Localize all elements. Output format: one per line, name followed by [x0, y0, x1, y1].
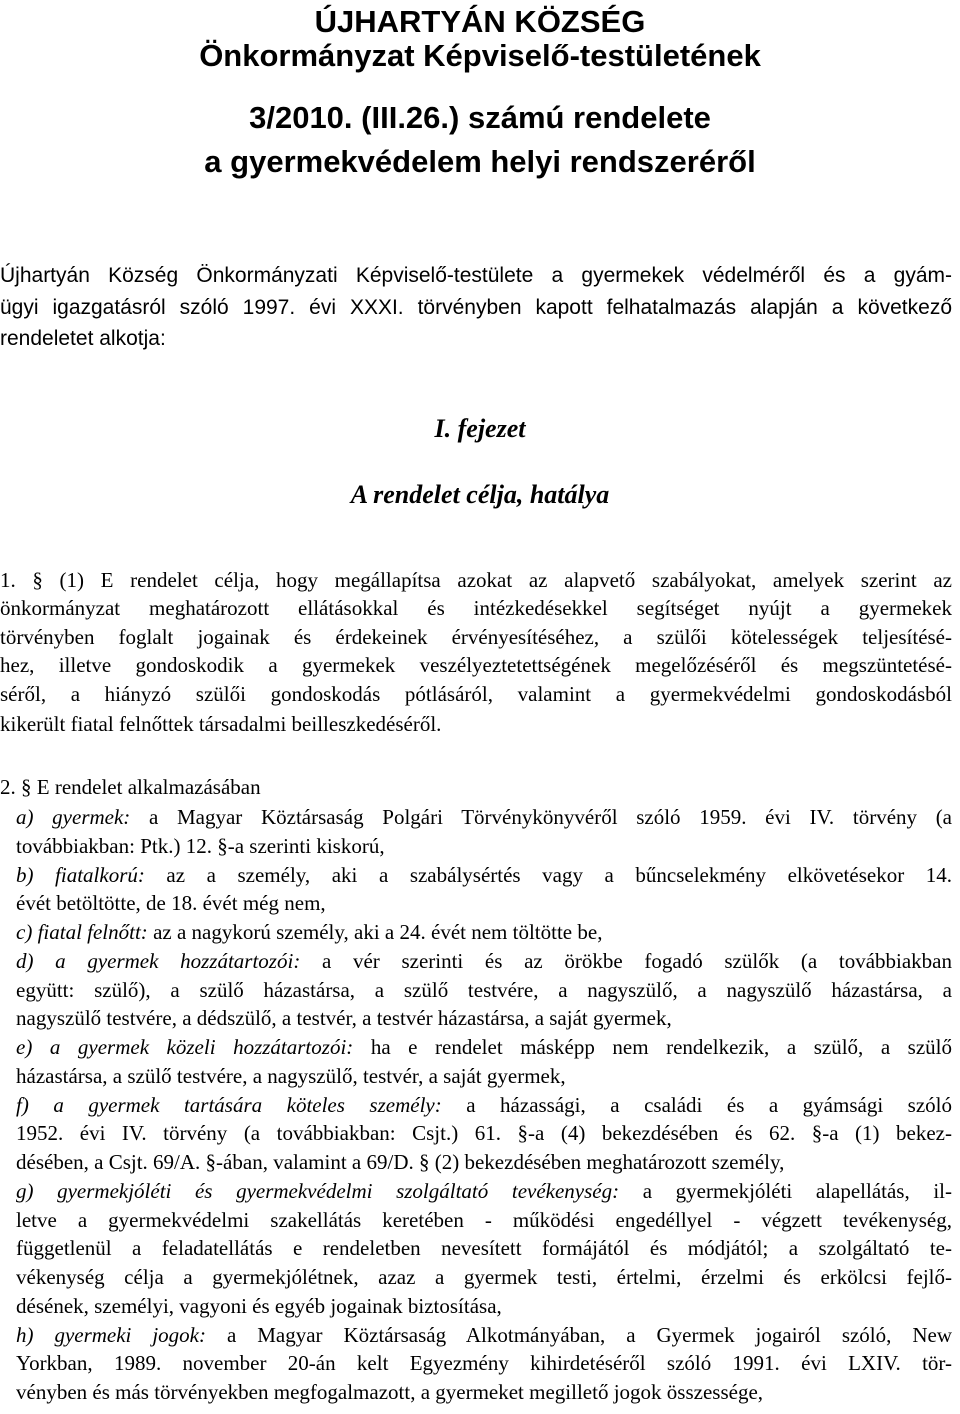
definition-line — [16, 1037, 952, 1058]
definition-text: függetlenül a feladatellátás e rendeletben nevesített formájától és módjától; a szolgáltató te- — [16, 1236, 952, 1261]
definition-line — [16, 1063, 566, 1088]
definition-line — [16, 1123, 952, 1144]
definition-line — [16, 922, 602, 943]
definition-line — [16, 1267, 952, 1288]
definition-term: g) gyermekjóléti és gyermekvédelmi szolgáltató tevékenység: — [16, 1178, 620, 1203]
definition-term: d) a gyermek hozzátartozói: — [16, 948, 301, 973]
definition-text: 1952. évi IV. törvény (a továbbiakban: Csjt.) 61. §-a (4) bekezdésében és 62. §-a (1) bekez- — [16, 1121, 952, 1146]
definition-text: ha e rendelet másképp nem rendelkezik, a szülő, a szülő — [353, 1035, 953, 1059]
decree-subject: a gyermekvédelem helyi rendszeréről — [204, 144, 756, 179]
definition-text: désének, személyi, vagyoni és egyéb jogainak biztosítása, — [16, 1293, 502, 1318]
definition-line — [16, 1152, 784, 1173]
council-title: Önkormányzat Képviselő-testületének — [199, 38, 761, 73]
definition-term: a) gyermek: — [16, 805, 131, 829]
definition-term: f) a gyermek tartására köteles személy: — [16, 1092, 442, 1117]
definition-text: a Magyar Köztársaság Alkotmányában, a Gyermek jogairól szóló, New — [206, 1322, 952, 1347]
section-1-line: kikerült fiatal felnőttek társadalmi beilleszkedéséről. — [0, 712, 442, 736]
definition-text: désében, a Csjt. 69/A. §-ában, valamint a 69/D. § (2) bekezdésében meghatározott személy, — [16, 1150, 785, 1174]
decree-number: 3/2010. (III.26.) számú rendelete — [249, 100, 711, 135]
definition-line — [16, 833, 385, 858]
definition-text: a Magyar Köztársaság Polgári Törvénykönyvéről szóló 1959. évi IV. törvény (a — [130, 805, 953, 829]
definition-line — [16, 1382, 763, 1403]
definition-line — [16, 862, 952, 887]
preamble-line: Újhartyán Község Önkormányzati Képviselő-testülete a gyermekek védelméről és a gyám- — [0, 264, 952, 287]
definition-line — [16, 893, 326, 914]
definition-term: b) fiatalkorú: — [16, 862, 145, 887]
definition-text: letve a gyermekvédelmi szakellátás keretében - működési engedéllyel - végzett tevékenység, — [16, 1207, 952, 1232]
preamble-line: ügyi igazgatásról szóló 1997. évi XXXI. törvényben kapott felhatalmazás alapján a következő — [0, 296, 952, 319]
definition-term: e) a gyermek közeli hozzátartozói: — [16, 1035, 354, 1059]
definition-line — [16, 1178, 952, 1203]
definition-text: évét betöltötte, de 18. évét még nem, — [16, 891, 326, 916]
definition-text: vékenység célja a gyermekjólétnek, azaz a gyermek testi, értelmi, érzelmi és erkölcsi fejlő- — [16, 1265, 952, 1289]
definition-text: a gyermekjóléti alapellátás, il- — [619, 1178, 952, 1203]
definition-text: a házassági, a családi és a gyámsági szóló — [441, 1092, 952, 1117]
definition-text: a vér szerinti és az örökbe fogadó szülők (a továbbiakban — [300, 948, 952, 973]
section-1-line: hez, illetve gondoskodik a gyermekek veszélyeztetettségének megelőzéséről és megszüntetésé- — [0, 653, 952, 677]
definition-term: c) fiatal felnőtt: — [16, 920, 148, 944]
definition-text: az a személy, aki a szabálysértés vagy a bűncselekmény elkövetésekor 14. — [144, 862, 952, 887]
definition-text: együtt: szülő), a szülő házastársa, a szülő testvére, a nagyszülő, a nagyszülő házastársa, a — [16, 977, 952, 1002]
definition-line — [16, 1353, 952, 1374]
definition-line — [16, 1207, 952, 1232]
section-1-line: törvényben foglalt jogainak és érdekeinek érvényesítéséhez, a szülői kötelességek teljesítésé- — [0, 625, 952, 649]
municipality-title: ÚJHARTYÁN KÖZSÉG — [314, 4, 646, 39]
preamble-line: rendeletet alkotja: — [0, 327, 166, 350]
chapter-title: A rendelet célja, hatálya — [350, 480, 610, 509]
section-2-intro: 2. § E rendelet alkalmazásában — [0, 775, 261, 799]
definition-text: vényben és más törvényekben megfogalmazott, a gyermeket megillető jogok összessége, — [16, 1380, 764, 1404]
section-1-line: 1. § (1) E rendelet célja, hogy megállapítsa azokat az alapvető szabályokat, amelyek szerint az — [0, 568, 952, 592]
section-1-line: séről, a hiányzó szülői gondoskodás pótlásáról, valamint a gyermekvédelmi gondoskodásból — [0, 682, 952, 706]
definition-line — [16, 1322, 952, 1347]
definition-text: nagyszülő testvére, a dédszülő, a testvér, a testvér házastársa, a saját gyermek, — [16, 1006, 672, 1031]
definition-line — [16, 807, 952, 828]
definition-line — [16, 977, 952, 1002]
definition-line — [16, 1293, 502, 1318]
definition-line — [16, 1092, 952, 1117]
definition-text: házastársa, a szülő testvére, a nagyszülő, testvér, a saját gyermek, — [16, 1063, 566, 1088]
chapter-number: I. fejezet — [434, 414, 526, 443]
definition-line — [16, 1008, 672, 1029]
definition-text: az a nagykorú személy, aki a 24. évét nem töltötte be, — [147, 920, 603, 944]
section-1-line: önkormányzat meghatározott ellátásokkal és intézkedésekkel segítséget nyújt a gyermekek — [0, 596, 952, 620]
definition-text: Yorkban, 1989. november 20-án kelt Egyezmény kihirdetéséről szóló 1991. évi LXIV. tör- — [16, 1351, 952, 1376]
definition-line — [16, 948, 952, 973]
definition-line — [16, 1238, 952, 1259]
definition-term: h) gyermeki jogok: — [16, 1322, 206, 1347]
definition-text: továbbiakban: Ptk.) 12. §-a szerinti kiskorú, — [16, 833, 385, 858]
